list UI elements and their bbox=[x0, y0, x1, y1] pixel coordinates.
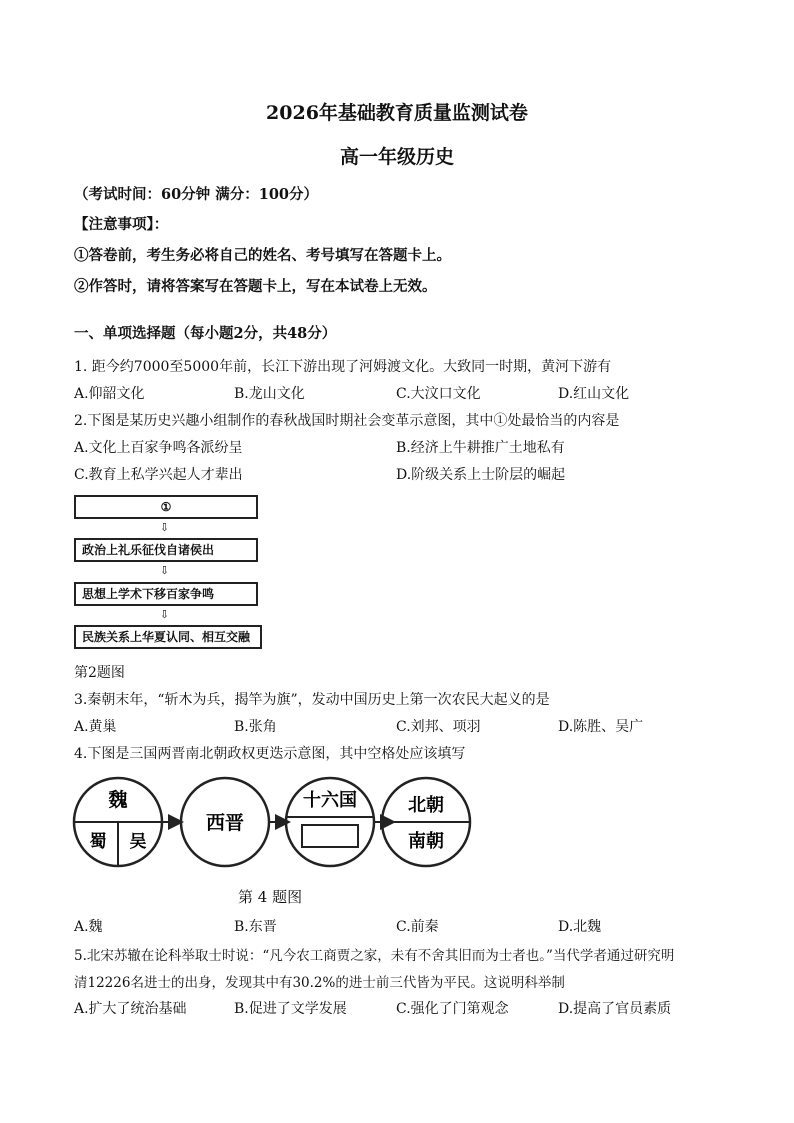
label-northern-dynasties: 北朝 bbox=[408, 795, 444, 816]
option-a: A.文化上百家争鸣各派纷呈 bbox=[74, 440, 243, 456]
section-title: 一、单项选择题（每小题2分，共48分） bbox=[74, 325, 337, 342]
option-d: D.阶级关系上士阶层的崛起 bbox=[396, 467, 566, 483]
option-a: A.扩大了统治基础 bbox=[74, 1001, 187, 1017]
flow-box-ethnic: 民族关系上华夏认同、相互交融 bbox=[74, 625, 262, 649]
label-western-jin: 西晋 bbox=[205, 812, 245, 834]
down-arrow-icon: ⇩ bbox=[160, 608, 170, 621]
flow-box-thought: 思想上学术下移百家争鸣 bbox=[74, 582, 258, 606]
circle-north-south bbox=[382, 778, 470, 866]
option-d: D.北魏 bbox=[558, 919, 602, 935]
question-stem: 3.秦朝末年，“斩木为兵，揭竿为旗”，发动中国历史上第一次农民大起义的是 bbox=[74, 692, 550, 708]
option-b: B.促进了文学发展 bbox=[234, 1001, 347, 1017]
question-stem: 1. 距今约7000至5000年前，长江下游出现了河姆渡文化。大致同一时期，黄河下游有 bbox=[74, 359, 612, 375]
dynasty-diagram bbox=[70, 775, 480, 875]
option-d: D.红山文化 bbox=[558, 386, 630, 402]
option-a: A.仰韶文化 bbox=[74, 386, 145, 402]
label-southern-dynasties: 南朝 bbox=[408, 831, 444, 852]
figure-caption: 第2题图 bbox=[74, 665, 125, 681]
exam-info: （考试时间：60分钟 满分：100分） bbox=[74, 186, 318, 203]
option-c: C.大汶口文化 bbox=[396, 386, 481, 402]
option-c: C.强化了门第观念 bbox=[396, 1001, 509, 1017]
down-arrow-icon: ⇩ bbox=[160, 564, 170, 577]
exam-subtitle: 高一年级历史 bbox=[339, 146, 454, 168]
notice-item: ①答卷前，考生务必将自己的姓名、考号填写在答题卡上。 bbox=[74, 247, 451, 264]
down-arrow-icon: ⇩ bbox=[160, 521, 170, 534]
question-stem: 4.下图是三国两晋南北朝政权更迭示意图，其中空格处应该填写 bbox=[74, 746, 466, 762]
question-stem: 5.北宋苏辙在论科举取士时说：“凡今农工商贾之家，未有不舍其旧而为士者也。”当代学者通过研究明 bbox=[74, 948, 675, 964]
circle-sixteen-kingdoms bbox=[286, 778, 374, 866]
notice-heading: 【注意事项】： bbox=[74, 216, 169, 233]
option-b: B.经济上牛耕推广土地私有 bbox=[396, 440, 565, 456]
circle-three-kingdoms bbox=[74, 778, 162, 866]
option-d: D.陈胜、吴广 bbox=[558, 719, 644, 735]
option-d: D.提高了官员素质 bbox=[558, 1001, 672, 1017]
flow-box-blank: ① bbox=[74, 495, 258, 519]
figure-caption: 第 4 题图 bbox=[238, 888, 303, 906]
blank-box bbox=[302, 825, 358, 847]
option-b: B.张角 bbox=[234, 719, 277, 735]
option-c: C.前秦 bbox=[396, 919, 439, 935]
label-wu: 吴 bbox=[129, 832, 147, 852]
question-stem-continued: 清12226名进士的出身，发现其中有30.2%的进士前三代皆为平民。这说明科举制 bbox=[74, 975, 565, 991]
option-a: A.黄巢 bbox=[74, 719, 117, 735]
option-a: A.魏 bbox=[74, 919, 103, 935]
option-b: B.东晋 bbox=[234, 919, 277, 935]
option-c: C.刘邦、项羽 bbox=[396, 719, 481, 735]
label-shu: 蜀 bbox=[89, 832, 107, 852]
circle-western-jin bbox=[181, 778, 269, 866]
flow-box-politics: 政治上礼乐征伐自诸侯出 bbox=[74, 538, 258, 562]
label-wei: 魏 bbox=[108, 789, 128, 811]
notice-item: ②作答时，请将答案写在答题卡上，写在本试卷上无效。 bbox=[74, 278, 437, 295]
label-sixteen-kingdoms: 十六国 bbox=[303, 790, 357, 811]
option-c: C.教育上私学兴起人才辈出 bbox=[74, 467, 243, 483]
question-stem: 2.下图是某历史兴趣小组制作的春秋战国时期社会变革示意图，其中①处最恰当的内容是 bbox=[74, 413, 620, 429]
option-b: B.龙山文化 bbox=[234, 386, 305, 402]
exam-title: 2026年基础教育质量监测试卷 bbox=[266, 102, 528, 124]
